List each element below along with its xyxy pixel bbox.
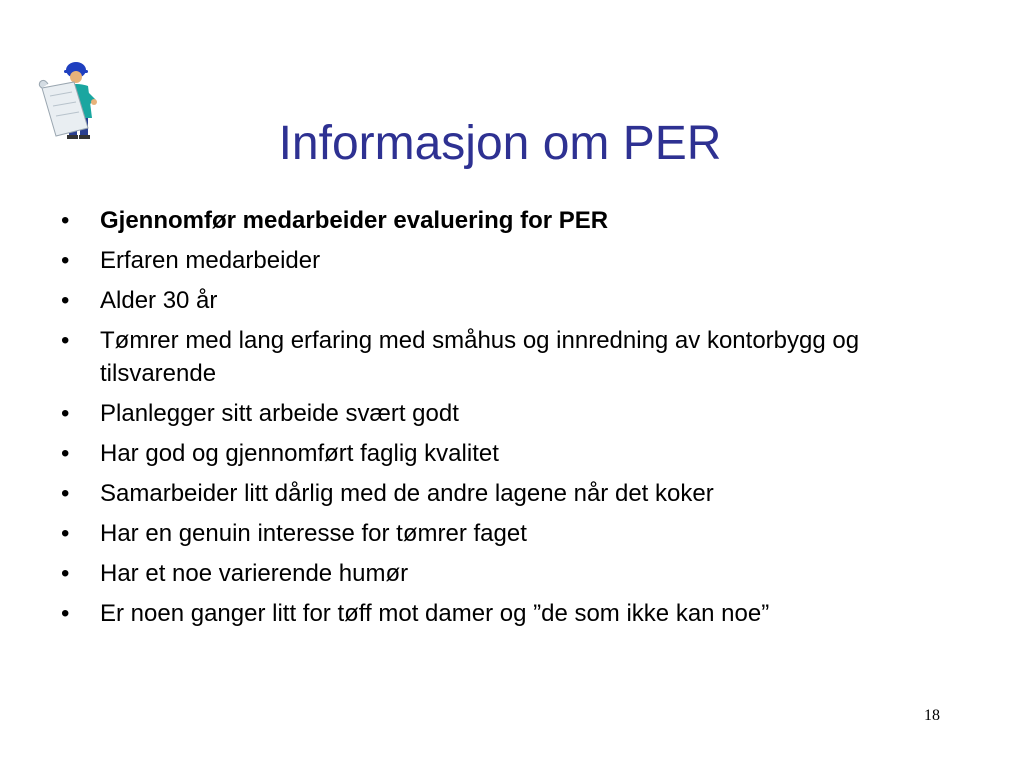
list-item xyxy=(56,397,976,430)
list-item-text: Planlegger sitt arbeide svært godt xyxy=(100,400,459,427)
bullet-icon: • xyxy=(61,440,70,467)
list-item-text: Erfaren medarbeider xyxy=(100,247,321,274)
list-item-text: Er noen ganger litt for tøff mot damer og ”de som ikke kan noe” xyxy=(100,600,770,627)
bullet-list xyxy=(56,204,976,637)
bullet-icon: • xyxy=(61,287,70,314)
list-item xyxy=(56,324,976,390)
page-number: 18 xyxy=(924,707,940,724)
list-item xyxy=(56,204,976,237)
bullet-icon: • xyxy=(61,520,70,547)
list-item xyxy=(56,244,976,277)
list-item-text: Har en genuin interesse for tømrer faget xyxy=(100,520,527,547)
list-item-text: Har god og gjennomført faglig kvalitet xyxy=(100,440,499,467)
list-item xyxy=(56,477,976,510)
list-item-text: Har et noe varierende humør xyxy=(100,560,409,587)
list-item-text: Gjennomfør medarbeider evaluering for PER xyxy=(100,207,609,234)
list-item-text: Alder 30 år xyxy=(100,287,218,314)
slide-title-text: Informasjon om PER xyxy=(278,117,722,170)
list-item-text: Tømrer med lang erfaring med småhus og innredning av kontorbygg og tilsvarende xyxy=(100,327,860,387)
list-item xyxy=(56,284,976,317)
list-item xyxy=(56,557,976,590)
bullet-icon: • xyxy=(61,207,70,234)
list-item-text: Samarbeider litt dårlig med de andre lagene når det koker xyxy=(100,480,714,507)
bullet-icon: • xyxy=(61,247,70,274)
bullet-icon: • xyxy=(61,327,70,354)
bullet-icon: • xyxy=(61,480,70,507)
list-item xyxy=(56,517,976,550)
bullet-icon: • xyxy=(61,400,70,427)
list-item xyxy=(56,437,976,470)
bullet-icon: • xyxy=(61,600,70,627)
list-item xyxy=(56,597,976,630)
slide-title xyxy=(0,114,1024,174)
bullet-icon: • xyxy=(61,560,70,587)
